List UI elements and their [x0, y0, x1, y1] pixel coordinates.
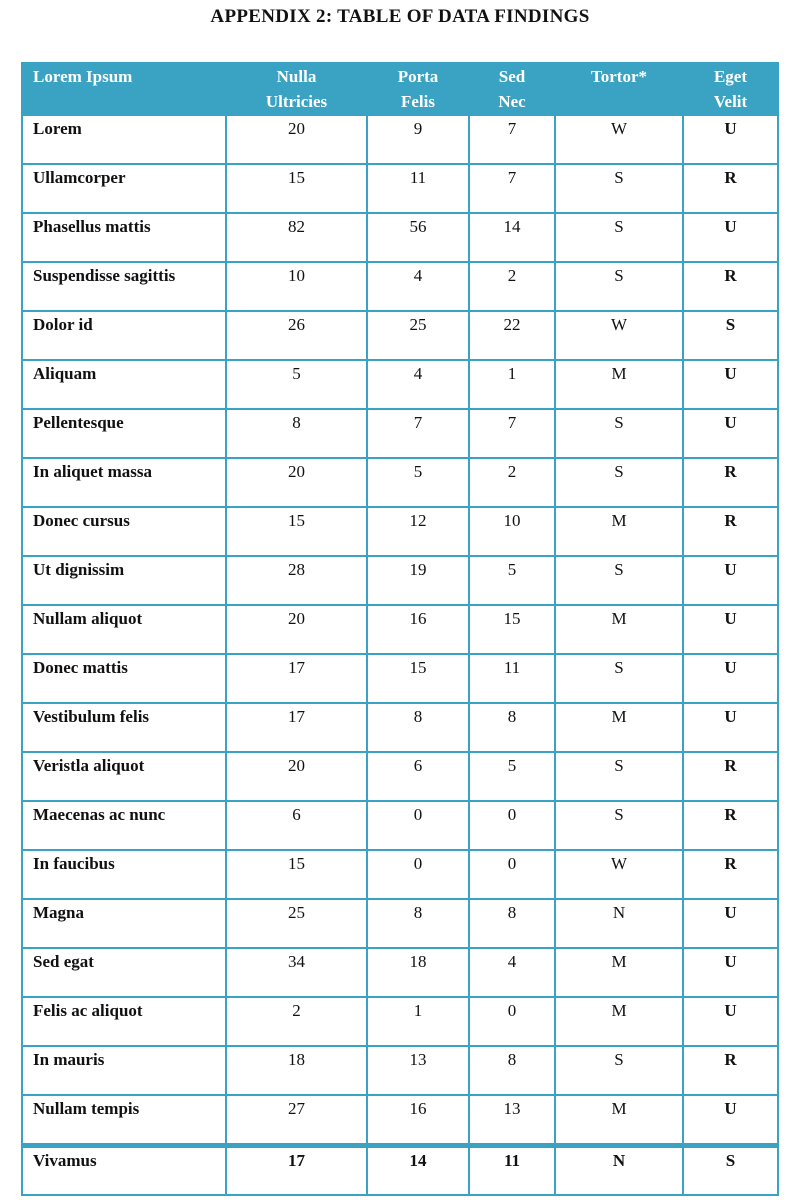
sed-nec-value: 10	[469, 507, 555, 556]
tortor-value: W	[555, 115, 683, 164]
nulla-ultricies-value: 82	[226, 213, 367, 262]
table-row	[22, 115, 778, 164]
eget-velit-value: R	[683, 458, 778, 507]
porta-felis-value: 13	[367, 1046, 469, 1095]
table-row	[22, 262, 778, 311]
row-label: Felis ac aliquot	[22, 997, 226, 1046]
porta-felis-value: 15	[367, 654, 469, 703]
nulla-ultricies-value: 26	[226, 311, 367, 360]
tortor-value: S	[555, 556, 683, 605]
row-label: Ut dignissim	[22, 556, 226, 605]
tortor-value: N	[555, 1146, 683, 1196]
sed-nec-value: 7	[469, 115, 555, 164]
nulla-ultricies-value: 5	[226, 360, 367, 409]
tortor-value: S	[555, 262, 683, 311]
table-row	[22, 507, 778, 556]
table-row	[22, 409, 778, 458]
sed-nec-value: 15	[469, 605, 555, 654]
eget-velit-value: U	[683, 213, 778, 262]
nulla-ultricies-value: 17	[226, 1146, 367, 1196]
column-header-porta-felis	[367, 63, 469, 115]
sed-nec-value: 14	[469, 213, 555, 262]
eget-velit-value: R	[683, 507, 778, 556]
tortor-value: S	[555, 654, 683, 703]
nulla-ultricies-value: 20	[226, 458, 367, 507]
row-label: Veristla aliquot	[22, 752, 226, 801]
sed-nec-value: 11	[469, 654, 555, 703]
column-header-nulla-ultricies	[226, 63, 367, 115]
nulla-ultricies-value: 15	[226, 507, 367, 556]
nulla-ultricies-value: 17	[226, 654, 367, 703]
eget-velit-value: U	[683, 997, 778, 1046]
nulla-ultricies-value: 20	[226, 752, 367, 801]
table-row	[22, 899, 778, 948]
column-header-tortor	[555, 63, 683, 115]
row-label: Aliquam	[22, 360, 226, 409]
porta-felis-value: 0	[367, 850, 469, 899]
table-row	[22, 605, 778, 654]
eget-velit-value: U	[683, 948, 778, 997]
nulla-ultricies-value: 20	[226, 605, 367, 654]
row-label: In aliquet massa	[22, 458, 226, 507]
tortor-value: S	[555, 801, 683, 850]
porta-felis-value: 0	[367, 801, 469, 850]
eget-velit-value: R	[683, 850, 778, 899]
porta-felis-value: 19	[367, 556, 469, 605]
row-label: Maecenas ac nunc	[22, 801, 226, 850]
tortor-value: W	[555, 311, 683, 360]
porta-felis-value: 7	[367, 409, 469, 458]
tortor-value: S	[555, 752, 683, 801]
summary-row	[22, 1146, 778, 1196]
tortor-value: S	[555, 409, 683, 458]
nulla-ultricies-value: 18	[226, 1046, 367, 1095]
tortor-value: M	[555, 605, 683, 654]
page-title: APPENDIX 2: TABLE OF DATA FINDINGS	[210, 6, 590, 27]
tortor-value: M	[555, 997, 683, 1046]
header-line: Velit	[713, 92, 748, 111]
sed-nec-value: 8	[469, 1046, 555, 1095]
nulla-ultricies-value: 2	[226, 997, 367, 1046]
row-label: Pellentesque	[22, 409, 226, 458]
row-label: Suspendisse sagittis	[22, 262, 226, 311]
tortor-value: S	[555, 1046, 683, 1095]
porta-felis-value: 6	[367, 752, 469, 801]
nulla-ultricies-value: 27	[226, 1095, 367, 1146]
porta-felis-value: 12	[367, 507, 469, 556]
tortor-value: M	[555, 507, 683, 556]
eget-velit-value: R	[683, 164, 778, 213]
row-label: Nullam aliquot	[22, 605, 226, 654]
sed-nec-value: 11	[469, 1146, 555, 1196]
header-line: Ultricies	[265, 92, 328, 111]
nulla-ultricies-value: 34	[226, 948, 367, 997]
table-body	[22, 115, 778, 1195]
header-line: Lorem Ipsum	[33, 67, 133, 86]
eget-velit-value: U	[683, 1095, 778, 1146]
header-line: Nec	[498, 92, 526, 111]
header-line: Eget	[713, 67, 748, 86]
row-label: Vivamus	[22, 1146, 226, 1196]
porta-felis-value: 25	[367, 311, 469, 360]
nulla-ultricies-value: 15	[226, 164, 367, 213]
nulla-ultricies-value: 17	[226, 703, 367, 752]
eget-velit-value: S	[683, 1146, 778, 1196]
row-label: Sed egat	[22, 948, 226, 997]
row-label: Donec cursus	[22, 507, 226, 556]
table-row	[22, 752, 778, 801]
table-row	[22, 164, 778, 213]
porta-felis-value: 8	[367, 899, 469, 948]
row-label: Magna	[22, 899, 226, 948]
header-line: Felis	[401, 92, 435, 111]
table-row	[22, 850, 778, 899]
sed-nec-value: 0	[469, 801, 555, 850]
table-row	[22, 556, 778, 605]
nulla-ultricies-value: 28	[226, 556, 367, 605]
porta-felis-value: 4	[367, 360, 469, 409]
porta-felis-value: 18	[367, 948, 469, 997]
table-row	[22, 1046, 778, 1095]
table-row	[22, 703, 778, 752]
porta-felis-value: 4	[367, 262, 469, 311]
porta-felis-value: 16	[367, 605, 469, 654]
tortor-value: M	[555, 360, 683, 409]
eget-velit-value: U	[683, 605, 778, 654]
porta-felis-value: 8	[367, 703, 469, 752]
column-header-lorem-ipsum	[22, 63, 226, 115]
table-row	[22, 1095, 778, 1146]
porta-felis-value: 16	[367, 1095, 469, 1146]
eget-velit-value: U	[683, 360, 778, 409]
table-row	[22, 997, 778, 1046]
eget-velit-value: U	[683, 556, 778, 605]
row-label: Phasellus mattis	[22, 213, 226, 262]
row-label: Donec mattis	[22, 654, 226, 703]
sed-nec-value: 22	[469, 311, 555, 360]
table-row	[22, 458, 778, 507]
table-header	[22, 63, 778, 115]
nulla-ultricies-value: 25	[226, 899, 367, 948]
table-row	[22, 948, 778, 997]
sed-nec-value: 0	[469, 850, 555, 899]
table-row	[22, 311, 778, 360]
sed-nec-value: 1	[469, 360, 555, 409]
tortor-value: N	[555, 899, 683, 948]
nulla-ultricies-value: 20	[226, 115, 367, 164]
eget-velit-value: U	[683, 899, 778, 948]
eget-velit-value: R	[683, 262, 778, 311]
eget-velit-value: U	[683, 654, 778, 703]
header-line: Porta	[397, 67, 439, 86]
tortor-value: S	[555, 164, 683, 213]
row-label: Vestibulum felis	[22, 703, 226, 752]
nulla-ultricies-value: 10	[226, 262, 367, 311]
nulla-ultricies-value: 15	[226, 850, 367, 899]
eget-velit-value: S	[683, 311, 778, 360]
porta-felis-value: 14	[367, 1146, 469, 1196]
tortor-value: S	[555, 458, 683, 507]
sed-nec-value: 7	[469, 164, 555, 213]
row-label: Nullam tempis	[22, 1095, 226, 1146]
porta-felis-value: 11	[367, 164, 469, 213]
row-label: Ullamcorper	[22, 164, 226, 213]
header-line: Sed	[498, 67, 526, 86]
sed-nec-value: 7	[469, 409, 555, 458]
tortor-value: M	[555, 703, 683, 752]
eget-velit-value: U	[683, 703, 778, 752]
table-row	[22, 360, 778, 409]
header-line: Tortor*	[590, 67, 648, 86]
eget-velit-value: R	[683, 801, 778, 850]
tortor-value: S	[555, 213, 683, 262]
header-line: Nulla	[276, 67, 317, 86]
sed-nec-value: 5	[469, 556, 555, 605]
sed-nec-value: 8	[469, 899, 555, 948]
eget-velit-value: R	[683, 1046, 778, 1095]
sed-nec-value: 4	[469, 948, 555, 997]
eget-velit-value: U	[683, 115, 778, 164]
porta-felis-value: 9	[367, 115, 469, 164]
sed-nec-value: 2	[469, 458, 555, 507]
row-label: Lorem	[22, 115, 226, 164]
column-header-sed-nec	[469, 63, 555, 115]
row-label: Dolor id	[22, 311, 226, 360]
tortor-value: W	[555, 850, 683, 899]
data-findings-table	[21, 62, 779, 1196]
sed-nec-value: 8	[469, 703, 555, 752]
eget-velit-value: U	[683, 409, 778, 458]
nulla-ultricies-value: 8	[226, 409, 367, 458]
row-label: In faucibus	[22, 850, 226, 899]
sed-nec-value: 5	[469, 752, 555, 801]
eget-velit-value: R	[683, 752, 778, 801]
sed-nec-value: 0	[469, 997, 555, 1046]
sed-nec-value: 2	[469, 262, 555, 311]
sed-nec-value: 13	[469, 1095, 555, 1146]
row-label: In mauris	[22, 1046, 226, 1095]
porta-felis-value: 56	[367, 213, 469, 262]
tortor-value: M	[555, 1095, 683, 1146]
column-header-eget-velit	[683, 63, 778, 115]
tortor-value: M	[555, 948, 683, 997]
header-row	[22, 63, 778, 115]
nulla-ultricies-value: 6	[226, 801, 367, 850]
porta-felis-value: 5	[367, 458, 469, 507]
porta-felis-value: 1	[367, 997, 469, 1046]
table-row	[22, 654, 778, 703]
table-row	[22, 213, 778, 262]
table-row	[22, 801, 778, 850]
